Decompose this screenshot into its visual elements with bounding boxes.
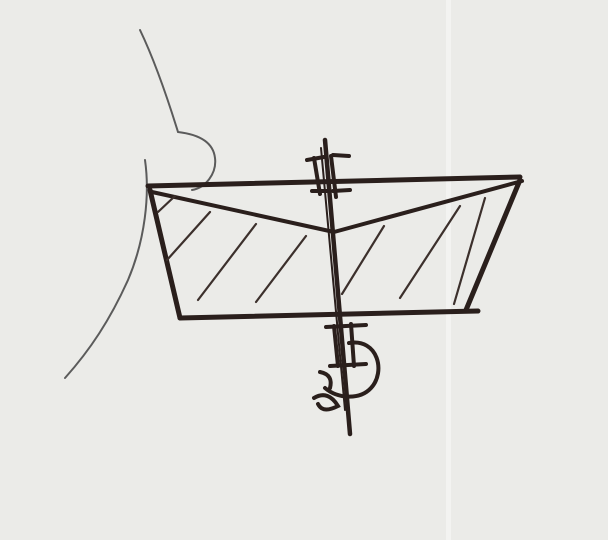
paper-fold-line: [446, 0, 451, 540]
